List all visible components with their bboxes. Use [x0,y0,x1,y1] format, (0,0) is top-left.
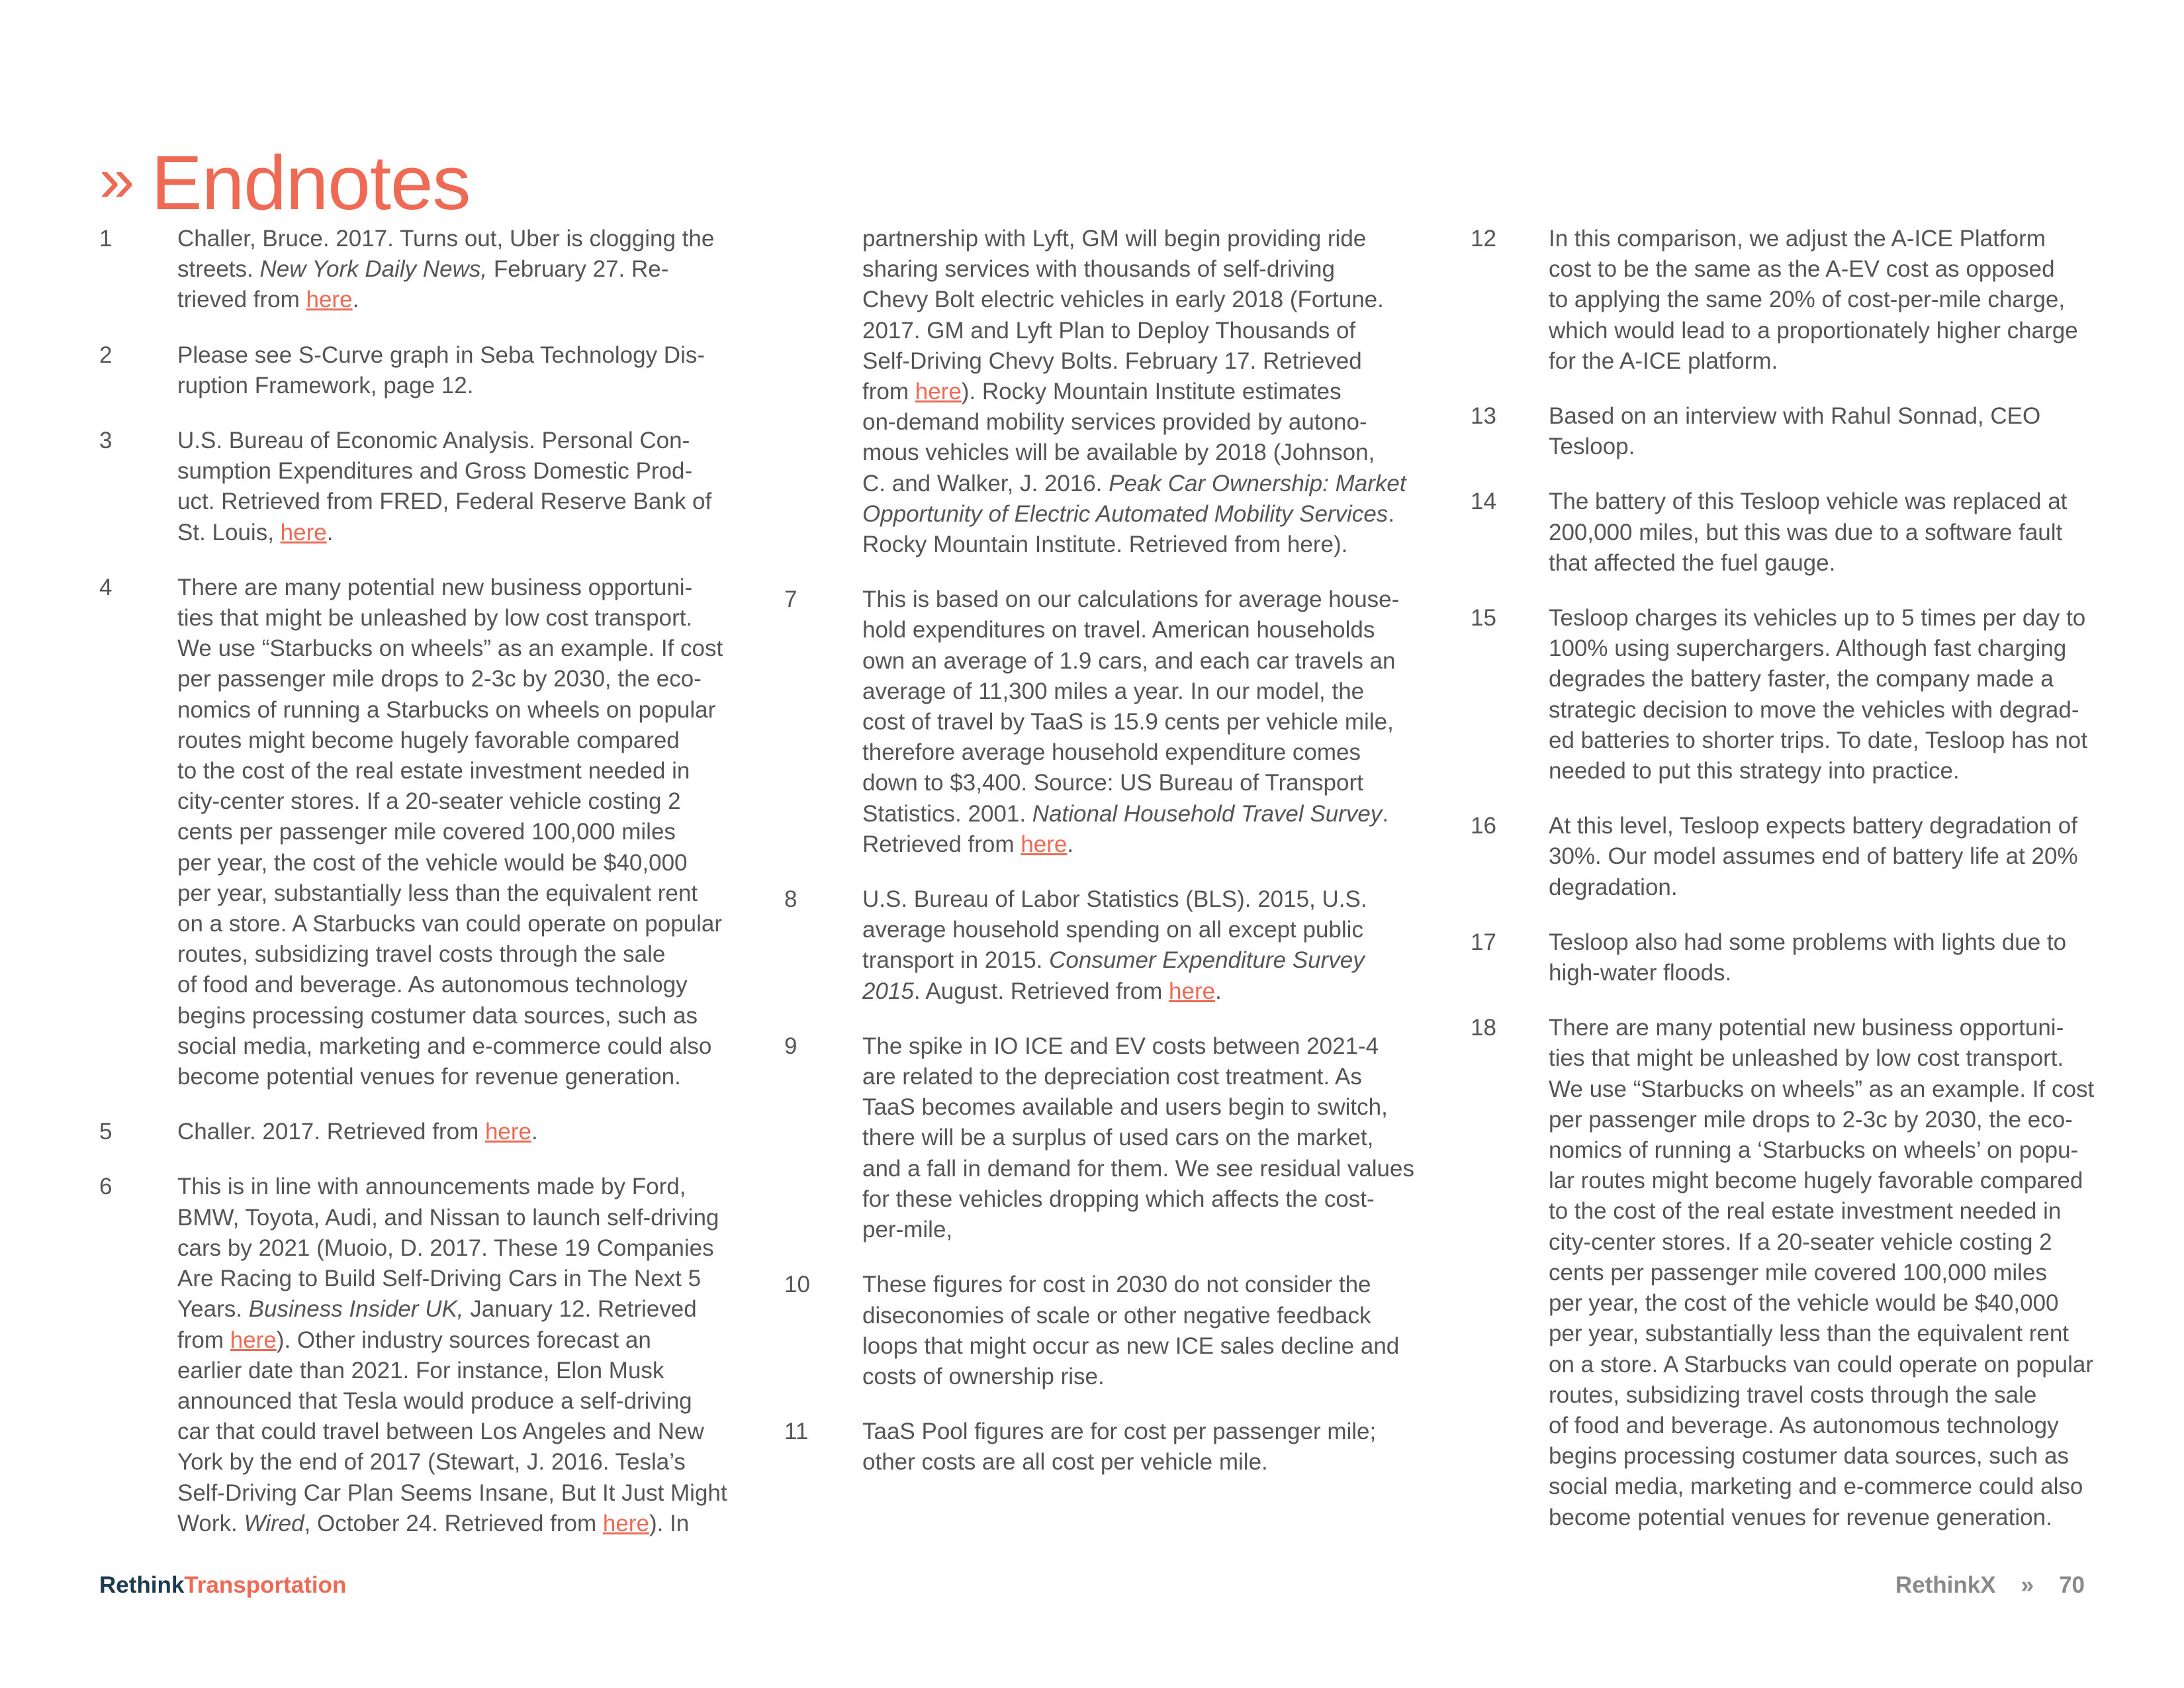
endnote-line: Chevy Bolt electric vehicles in early 2018 (Fortune. [862,287,1384,313]
endnote-line: Self-Driving Car Plan Seems Insane, But It Just Might [177,1479,727,1506]
endnote-line: on-demand mobility services provided by autono- [862,409,1367,436]
endnote-line: This is based on our calculations for average house- [862,586,1400,613]
endnote-line: own an average of 1.9 cars, and each car travels an [862,647,1396,674]
endnote-line: city-center stores. If a 20-seater vehicle costing 2 [1549,1229,2052,1255]
endnote-line: social media, marketing and e-commerce could also [177,1033,712,1059]
endnote-line: nomics of running a Starbucks on wheels on popular [177,696,716,723]
endnote-text [862,1417,1423,1477]
publication-title: Opportunity of Electric Automated Mobility Services [862,500,1388,527]
endnote-line: At this level, Tesloop expects battery degradation of [1549,813,2078,839]
endnote-line: down to $3,400. Source: US Bureau of Transport [862,770,1363,796]
text-run: Retrieved from [862,831,1021,857]
endnote-line [862,829,1423,860]
endnote-line: There are many potential new business opportuni- [1549,1015,2064,1041]
endnote-line: routes, subsidizing travel costs through the sale [1549,1382,2037,1408]
endnote-line: on a store. A Starbucks van could operate on popular [177,911,723,937]
endnote-number: 5 [99,1119,113,1145]
endnote-line: costs of ownership rise. [862,1363,1105,1389]
endnote-number: 14 [1471,489,1496,515]
endnote-line: high-water floods. [1549,960,1732,986]
endnote-text [862,224,1423,560]
endnote-line: cents per passenger mile covered 100,000 miles [1549,1259,2047,1286]
endnote-number-spacer [784,224,862,560]
endnote-line: average of 11,300 miles a year. In our model, the [862,678,1365,704]
endnote-line: Tesloop also had some problems with lights due to [1549,929,2067,955]
endnote-line: 200,000 miles, but this was due to a software fault [1549,519,2063,545]
endnote-line: to the cost of the real estate investment needed in [1549,1198,2062,1225]
endnote-17 [1471,927,2132,988]
endnote-8 [784,884,1423,1007]
endnote-line: 100% using superchargers. Although fast charging [1549,635,2067,662]
endnote-number: 11 [784,1419,809,1445]
text-run: . [1215,978,1222,1004]
text-run: ). Rocky Mountain Institute estimates [961,379,1342,405]
endnote-line: BMW, Toyota, Audi, and Nissan to launch self-driving [177,1204,719,1231]
page-title [99,139,471,226]
endnote-number: 13 [1471,403,1496,430]
publication-title: National Household Travel Survey [1032,800,1383,827]
endnote-text [177,573,728,1092]
endnote-1 [99,224,728,316]
text-run: February 27. Re- [487,256,669,283]
footer-brand [99,1572,346,1599]
endnote-line: to the cost of the real estate investment needed in [177,758,690,784]
publication-title: New York Daily News, [259,256,488,283]
endnote-10 [784,1270,1423,1392]
text-run: Years. [177,1296,249,1323]
endnote-line: We use “Starbucks on wheels” as an example. If cost [1549,1076,2095,1102]
endnote-line: begins processing costumer data sources, such as [1549,1443,2069,1470]
endnote-number: 1 [99,226,113,252]
endnote-18 [1471,1013,2132,1532]
endnote-line: to applying the same 20% of cost-per-mile charge, [1549,287,2066,313]
endnote-line: of food and beverage. As autonomous technology [177,972,688,998]
endnote-number: 2 [99,342,113,368]
endnote-line: Please see S-Curve graph in Seba Technology Dis- [177,342,705,368]
endnote-line: ties that might be unleashed by low cost transport. [1549,1045,2064,1072]
endnote-line: per-mile, [862,1217,953,1243]
footer-page-info [1895,1572,2085,1599]
endnote-text [177,1172,728,1538]
endnote-line: degradation. [1549,874,1678,900]
endnote-line: and a fall in demand for them. We see residual values [862,1155,1414,1182]
endnote-text [1549,487,2132,579]
endnote-line: We use “Starbucks on wheels” as an example. If cost [177,635,723,662]
endnote-line: cost of travel by TaaS is 15.9 cents per vehicle mile, [862,709,1394,735]
page-title-text: Endnotes [151,139,471,226]
endnote-number: 4 [99,574,113,600]
endnote-line: diseconomies of scale or other negative feedback [862,1302,1371,1329]
endnote-number: 17 [1471,929,1496,955]
endnote-14 [1471,487,2132,579]
endnote-line [177,285,728,315]
page-number: 70 [2059,1572,2085,1598]
endnote-line: social media, marketing and e-commerce could also [1549,1474,2083,1500]
endnote-number: 8 [784,886,797,913]
endnote-line [177,1325,728,1356]
endnote-line: Challer, Bruce. 2017. Turns out, Uber is clogging the [177,226,715,252]
title-chevron-icon: » [99,144,134,215]
endnote-line: ties that might be unleashed by low cost transport. [177,605,693,632]
footer-separator-icon: » [2021,1572,2034,1598]
endnote-number: 7 [784,586,797,613]
endnote-9 [784,1031,1423,1245]
here-link[interactable]: here [230,1327,277,1353]
endnote-line: sumption Expenditures and Gross Domestic Prod- [177,458,693,485]
endnote-line: uct. Retrieved from FRED, Federal Reserve Bank of [177,489,712,515]
endnotes-column-2 [784,224,1423,1503]
endnote-line: Based on an interview with Rahul Sonnad, CEO [1549,403,2041,430]
endnote-line [862,377,1423,407]
endnote-line: city-center stores. If a 20-seater vehicle costing 2 [177,788,681,815]
endnote-line: average household spending on all except public [862,917,1363,943]
endnote-12 [1471,224,2132,377]
endnote-line: routes might become hugely favorable compared [177,727,680,753]
endnote-line: This is in line with announcements made by Ford, [177,1174,686,1200]
endnote-line [177,1294,728,1325]
endnote-line: which would lead to a proportionately higher charge [1549,317,2078,344]
endnote-line: Tesloop charges its vehicles up to 5 times per day to [1549,605,2086,632]
endnote-line [862,945,1423,976]
here-link[interactable]: here [280,519,327,545]
endnote-line [862,976,1423,1007]
endnote-line: per passenger mile drops to 2-3c by 2030, the eco- [177,666,702,692]
here-link[interactable]: here [1169,978,1216,1004]
endnotes-column-3 [1471,224,2132,1558]
endnote-16 [1471,811,2132,903]
publication-title: Consumer Expenditure Survey [1049,947,1365,974]
endnote-text [1549,811,2132,903]
text-run: . August. Retrieved from [913,978,1169,1004]
endnote-7 [784,585,1423,860]
endnote-line: there will be a surplus of used cars on the market, [862,1125,1374,1151]
endnote-line: earlier date than 2021. For instance, Elon Musk [177,1357,664,1383]
endnote-line: for the A-ICE platform. [1549,348,1778,374]
endnote-line: In this comparison, we adjust the A-ICE Platform [1549,226,2046,252]
endnote-text [862,1031,1423,1245]
endnote-number: 16 [1471,813,1496,839]
endnote-text [1549,1013,2132,1532]
endnote-line: per year, the cost of the vehicle would be $40,000 [177,849,688,876]
endnote-6-continued [784,224,1423,560]
publication-title: 2015 [862,978,914,1004]
endnote-line: The spike in IO ICE and EV costs between 2021-4 [862,1033,1379,1059]
endnote-line: strategic decision to move the vehicles with degrad- [1549,696,2079,723]
endnote-line: on a store. A Starbucks van could operate on popular [1549,1351,2094,1378]
endnote-line: per year, substantially less than the equivalent rent [177,880,698,906]
publication-title: Business Insider UK, [248,1296,464,1323]
endnote-line: Tesloop. [1549,434,1635,460]
endnote-line: lar routes might become hugely favorable compared [1549,1168,2083,1194]
endnotes-column-1 [99,224,728,1564]
endnote-line: begins processing costumer data sources, such as [177,1002,698,1029]
endnote-line: of food and beverage. As autonomous technology [1549,1412,2059,1438]
endnote-line [177,518,728,548]
endnote-line: ed batteries to shorter trips. To date, Tesloop has not [1549,727,2087,753]
text-run: January 12. Retrieved [463,1296,697,1323]
endnote-line: therefore average household expenditure comes [862,739,1361,766]
text-run: . [1067,831,1074,857]
text-run: transport in 2015. [862,947,1050,974]
here-link[interactable]: here [484,1119,532,1145]
here-link[interactable]: here [602,1510,649,1536]
endnote-4 [99,573,728,1092]
endnote-line: per year, substantially less than the equivalent rent [1549,1321,2070,1347]
text-run: . [326,519,334,545]
brand-rethink: Rethink [99,1572,185,1598]
endnote-line: mous vehicles will be available by 2018 (Johnson, [862,440,1375,466]
publisher-name: RethinkX [1895,1572,1996,1598]
endnote-text [1549,401,2132,462]
endnote-5 [99,1117,728,1147]
endnote-line: TaaS Pool figures are for cost per passenger mile; [862,1419,1377,1445]
endnote-line: 30%. Our model assumes end of battery life at 20% [1549,843,2078,870]
endnote-line: The battery of this Tesloop vehicle was replaced at [1549,489,2068,515]
endnote-line: York by the end of 2017 (Stewart, J. 2016. Tesla’s [177,1449,686,1476]
publication-title: Peak Car Ownership: Market [1109,470,1406,496]
endnote-text [177,224,728,316]
endnote-line: Rocky Mountain Institute. Retrieved from here). [862,532,1348,558]
endnote-line: other costs are all cost per vehicle mile. [862,1449,1268,1476]
endnote-line: become potential venues for revenue generation. [1549,1504,2052,1530]
endnote-line: for these vehicles dropping which affects the cost- [862,1186,1375,1212]
endnote-line: hold expenditures on travel. American households [862,617,1375,643]
publication-title: Wired [244,1510,304,1536]
endnote-line: 2017. GM and Lyft Plan to Deploy Thousands of [862,317,1356,344]
endnote-number: 9 [784,1033,797,1059]
endnote-line: TaaS becomes available and users begin to switch, [862,1094,1388,1121]
endnote-text [177,426,728,548]
endnote-line [177,254,728,285]
endnote-line: announced that Tesla would produce a self-driving [177,1387,692,1414]
text-run: . [531,1119,538,1145]
endnote-line: These figures for cost in 2030 do not consider the [862,1272,1371,1298]
endnote-text [862,884,1423,1007]
endnote-line: per year, the cost of the vehicle would be $40,000 [1549,1290,2059,1317]
endnote-line: become potential venues for revenue generation. [177,1064,681,1090]
endnote-number: 15 [1471,605,1496,632]
text-run: ). Other industry sources forecast an [276,1327,651,1353]
endnote-line: cars by 2021 (Muoio, D. 2017. These 19 Companies [177,1235,714,1261]
text-run: Challer. 2017. Retrieved from [177,1119,485,1145]
text-run: C. and Walker, J. 2016. [862,470,1109,496]
endnote-line: that affected the fuel gauge. [1549,549,1836,576]
endnote-line: needed to put this strategy into practice. [1549,758,1960,784]
endnote-line: routes, subsidizing travel costs through the sale [177,941,666,968]
endnote-line: Self-Driving Chevy Bolts. February 17. Retrieved [862,348,1362,374]
text-run: streets. [177,256,260,283]
text-run: . [1388,500,1395,527]
endnote-line [862,469,1423,499]
text-run: , October 24. Retrieved from [304,1510,603,1536]
endnote-line: degrades the battery faster, the company made a [1549,666,2054,692]
endnote-15 [1471,603,2132,786]
endnote-line: car that could travel between Los Angeles and New [177,1419,704,1445]
text-run: trieved from [177,287,306,313]
text-run: from [177,1327,230,1353]
here-link[interactable]: here [306,287,353,313]
endnote-line: sharing services with thousands of self-driving [862,256,1335,283]
text-run: . [1382,800,1389,827]
endnote-text [177,340,728,401]
endnote-line [177,1509,728,1539]
text-run: St. Louis, [177,519,281,545]
text-run: Work. [177,1510,244,1536]
endnote-line: ruption Framework, page 12. [177,372,474,399]
text-run: from [862,379,915,405]
endnote-line: are related to the depreciation cost treatment. As [862,1064,1362,1090]
endnote-line: cost to be the same as the A-EV cost as opposed [1549,256,2055,283]
endnote-2 [99,340,728,401]
endnote-line: U.S. Bureau of Labor Statistics (BLS). 2015, U.S. [862,886,1367,913]
endnote-line: per passenger mile drops to 2-3c by 2030, the eco- [1549,1106,2073,1133]
endnote-number: 10 [784,1272,810,1298]
endnote-text [1549,224,2132,377]
endnote-line: Are Racing to Build Self-Driving Cars in The Next 5 [177,1266,702,1292]
endnote-number: 6 [99,1174,113,1200]
endnote-line: nomics of running a ‘Starbucks on wheels’ on popu- [1549,1137,2079,1164]
endnote-text [862,1270,1423,1392]
endnote-13 [1471,401,2132,462]
endnote-6 [99,1172,728,1538]
endnote-number: 18 [1471,1015,1496,1041]
endnote-11 [784,1417,1423,1477]
endnote-text [177,1117,728,1147]
endnote-text [1549,927,2132,988]
here-link[interactable]: here [915,379,962,405]
endnote-text [1549,603,2132,786]
text-run: ). In [649,1510,690,1536]
endnote-line: partnership with Lyft, GM will begin providing ride [862,226,1367,252]
endnote-3 [99,426,728,548]
endnote-line [177,1117,728,1147]
here-link[interactable]: here [1021,831,1068,857]
endnote-text [862,585,1423,860]
text-run: Statistics. 2001. [862,800,1032,827]
endnote-number: 3 [99,428,113,454]
endnote-line [862,499,1423,530]
text-run: . [352,287,359,313]
endnote-line: cents per passenger mile covered 100,000 miles [177,819,676,845]
endnote-line: loops that might occur as new ICE sales decline and [862,1333,1400,1359]
brand-transportation: Transportation [184,1572,347,1598]
endnote-number: 12 [1471,226,1496,252]
endnote-line: There are many potential new business opportuni- [177,574,693,600]
endnote-line: U.S. Bureau of Economic Analysis. Personal Con- [177,428,690,454]
endnote-line [862,799,1423,829]
